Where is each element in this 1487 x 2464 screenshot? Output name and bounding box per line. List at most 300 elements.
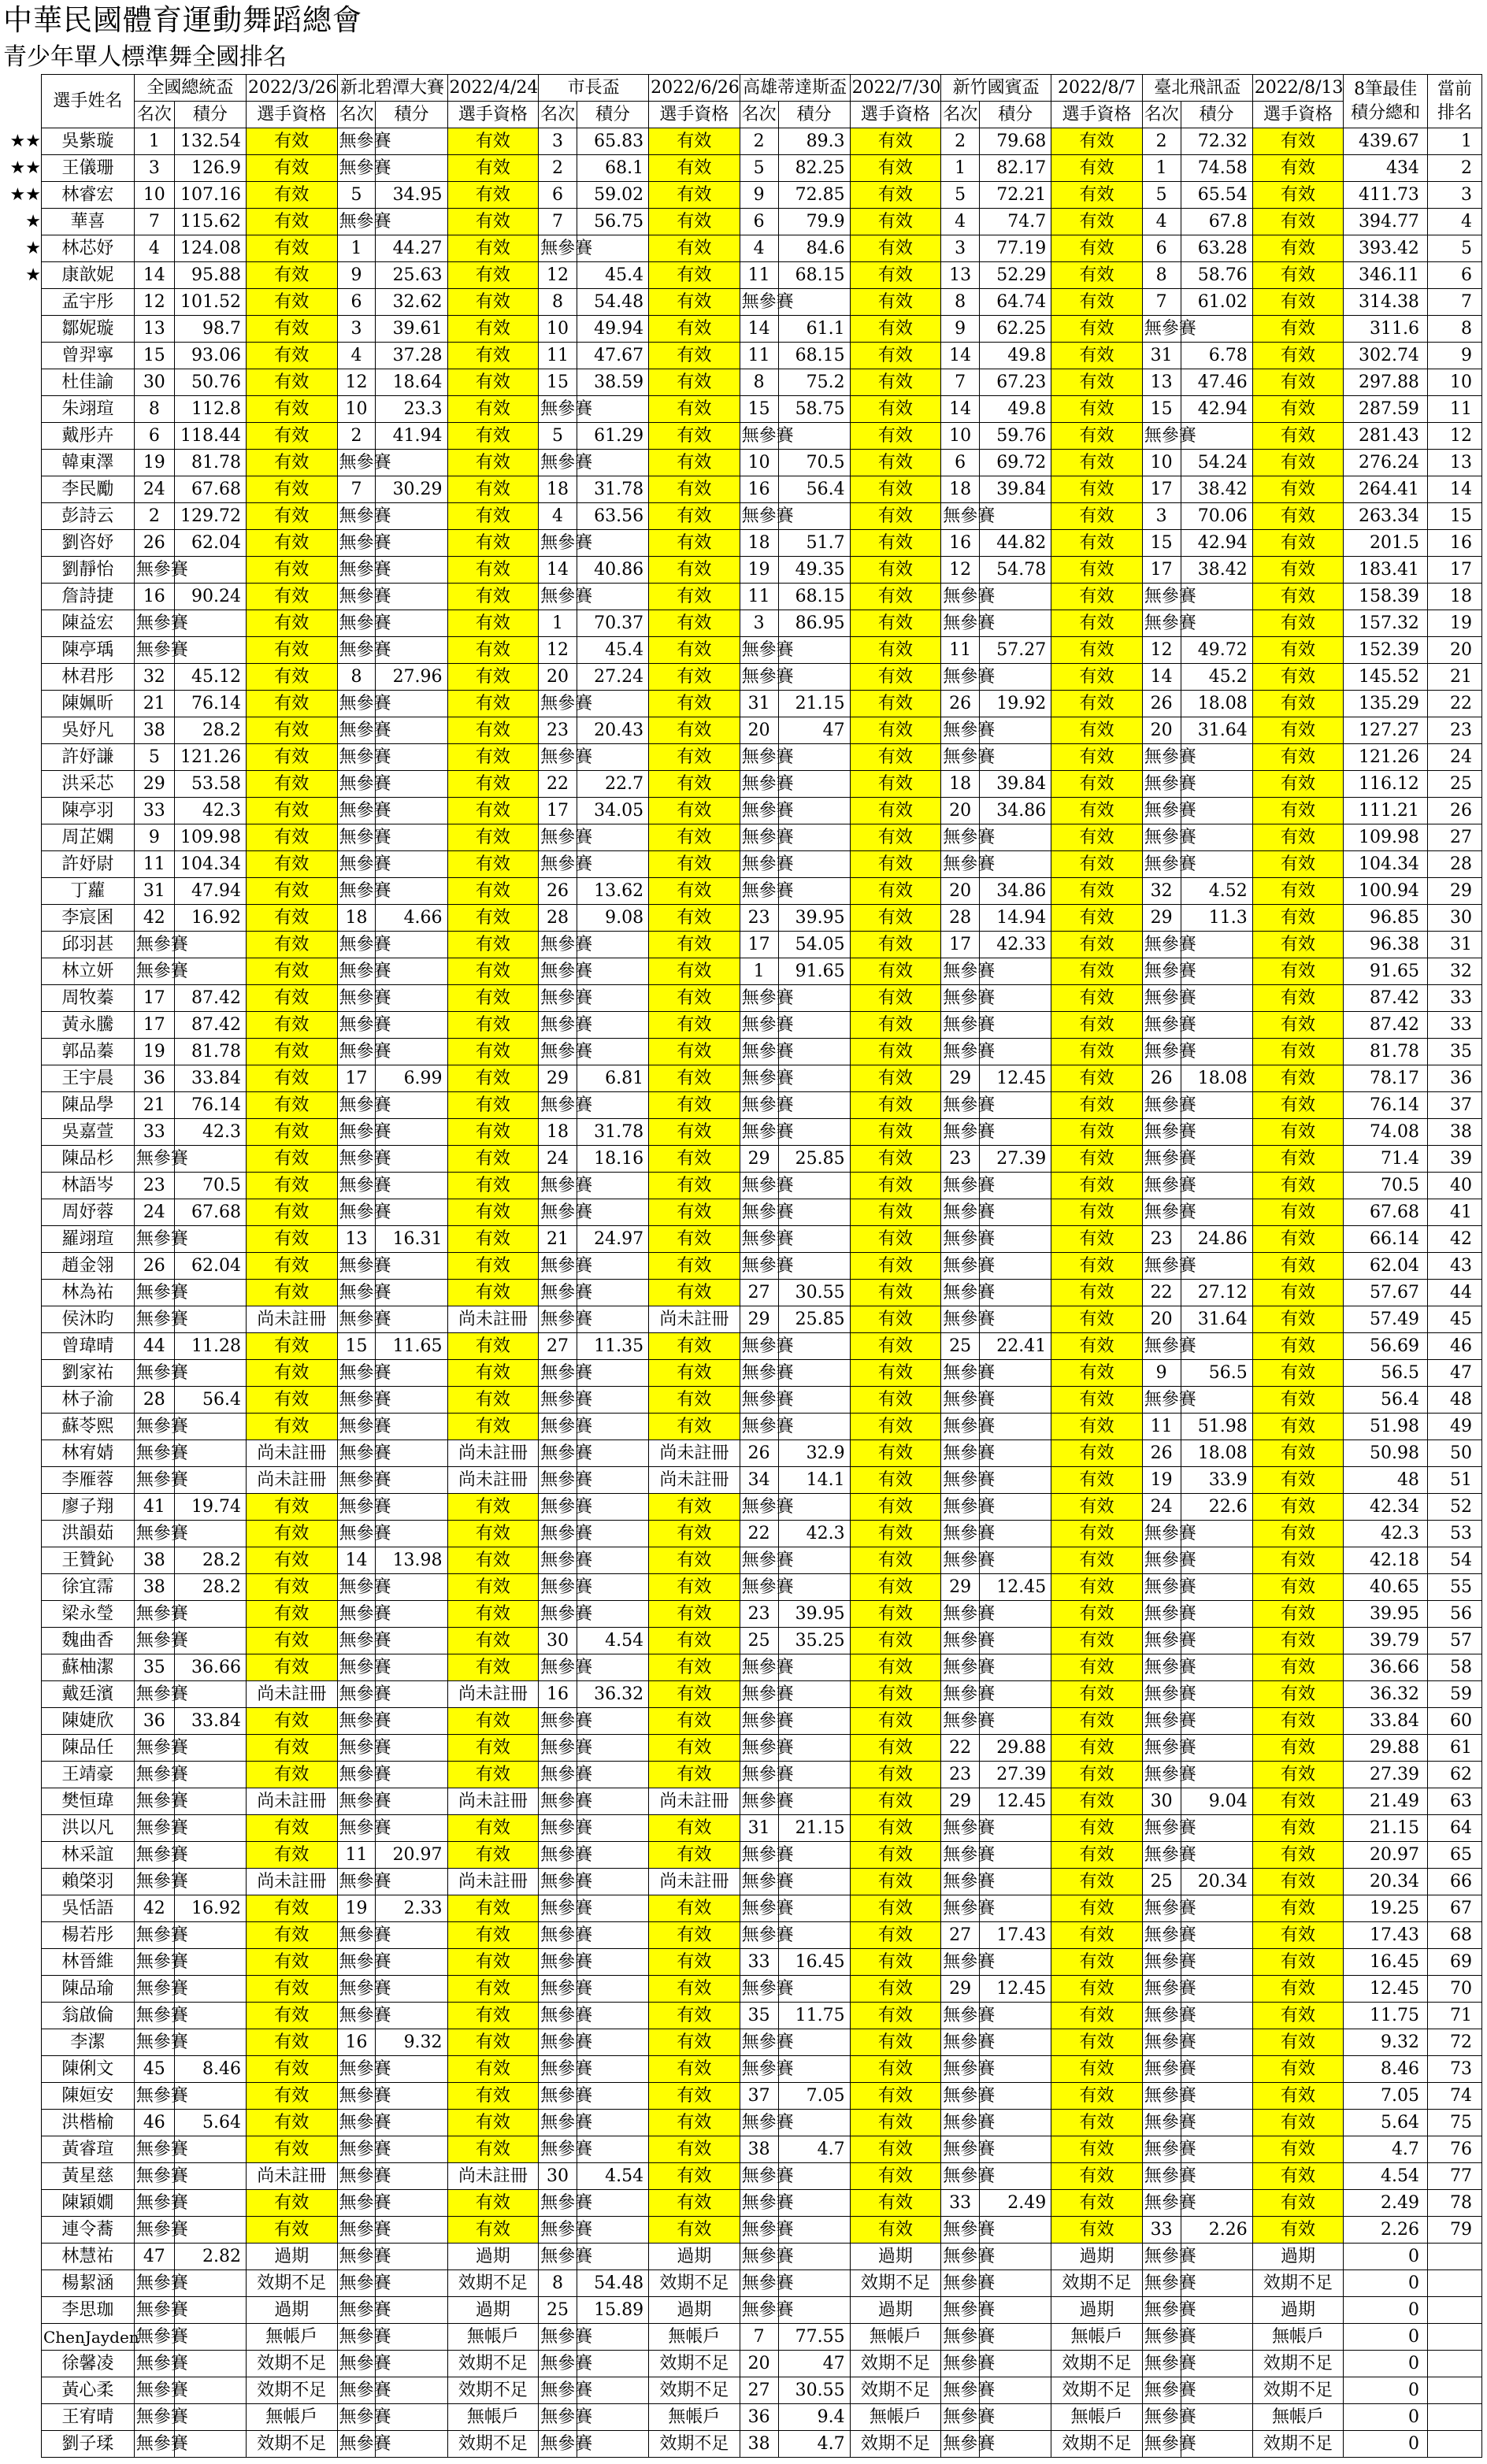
current-rank: 77: [1427, 2163, 1481, 2190]
event-points: 17.43: [980, 1922, 1051, 1949]
event-rank: 30: [134, 369, 174, 396]
player-name: 陳穎嫺: [42, 2190, 135, 2217]
player-name: 許妤尉: [42, 851, 135, 878]
player-name: 劉子瑈: [42, 2431, 135, 2458]
event-rank: 無參賽: [941, 503, 980, 530]
page-subtitle: 青少年單人標準舞全國排名: [3, 43, 287, 71]
table-row: [42, 905, 1482, 932]
event-rank: 13: [337, 1226, 376, 1253]
header-event: 2022/6/26: [649, 75, 740, 102]
points-total: 434: [1344, 155, 1428, 182]
status-badge: 有效: [1051, 530, 1143, 557]
status-badge: 有效: [1051, 1735, 1143, 1762]
event-rank: 無參賽: [134, 2297, 174, 2324]
event-points: 121.26: [174, 744, 246, 771]
event-rank: 17: [134, 1012, 174, 1039]
current-rank: 3: [1427, 182, 1481, 209]
status-badge: 過期: [649, 2297, 740, 2324]
current-rank: 65: [1427, 1842, 1481, 1869]
event-points: 22.7: [577, 771, 648, 798]
status-badge: 有效: [1051, 503, 1143, 530]
points-total: 302.74: [1344, 343, 1428, 369]
event-rank: 10: [1142, 450, 1181, 476]
event-rank: 24: [134, 1199, 174, 1226]
status-badge: 有效: [447, 1039, 539, 1065]
current-rank: 56: [1427, 1601, 1481, 1628]
table-row: [42, 1065, 1482, 1092]
status-badge: 有效: [1051, 1280, 1143, 1306]
table-row: [42, 2083, 1482, 2110]
status-badge: 有效: [447, 1654, 539, 1681]
star-rating-icon: ★: [25, 211, 41, 232]
event-points: 54.78: [980, 557, 1051, 584]
event-rank: 無參賽: [941, 2431, 980, 2458]
event-rank: 1: [1142, 155, 1181, 182]
current-rank: 24: [1427, 744, 1481, 771]
event-rank: 無參賽: [539, 2431, 577, 2458]
event-points: 25.63: [376, 262, 447, 289]
status-badge: 有效: [247, 1387, 338, 1414]
event-rank: 26: [1142, 1440, 1181, 1467]
points-total: 8.46: [1344, 2056, 1428, 2083]
event-points: 61.29: [577, 423, 648, 450]
current-rank: 5: [1427, 235, 1481, 262]
status-badge: 有效: [447, 1173, 539, 1199]
points-total: 21.15: [1344, 1815, 1428, 1842]
event-rank: 無參賽: [337, 1387, 376, 1414]
event-rank: 無參賽: [1142, 771, 1181, 798]
status-badge: 有效: [850, 476, 941, 503]
status-badge: 有效: [850, 396, 941, 423]
status-badge: 有效: [1051, 691, 1143, 717]
event-rank: 無參賽: [941, 2351, 980, 2377]
event-rank: 17: [539, 798, 577, 824]
event-rank: 無參賽: [134, 1922, 174, 1949]
event-rank: 無參賽: [740, 1842, 778, 1869]
table-row: [42, 1574, 1482, 1601]
table-row: [42, 1601, 1482, 1628]
event-rank: 14: [1142, 664, 1181, 691]
event-rank: 6: [1142, 235, 1181, 262]
status-badge: 有效: [649, 396, 740, 423]
event-rank: 無參賽: [539, 851, 577, 878]
event-points: 115.62: [174, 209, 246, 235]
player-name: 林為祐: [42, 1280, 135, 1306]
status-badge: 有效: [649, 1708, 740, 1735]
status-badge: 有效: [649, 610, 740, 637]
points-total: 71.4: [1344, 1146, 1428, 1173]
event-points: 61.02: [1181, 289, 1252, 316]
points-total: 158.39: [1344, 584, 1428, 610]
status-badge: 有效: [649, 2190, 740, 2217]
status-badge: 有效: [850, 664, 941, 691]
player-name: 孟宇彤: [42, 289, 135, 316]
event-rank: 無參賽: [337, 1976, 376, 2003]
status-badge: 有效: [649, 235, 740, 262]
event-points: 49.8: [980, 396, 1051, 423]
event-rank: 無參賽: [1142, 2431, 1181, 2458]
event-rank: 無參賽: [134, 2083, 174, 2110]
event-rank: 無參賽: [539, 1199, 577, 1226]
player-name: 周芷嫻: [42, 824, 135, 851]
event-rank: 無參賽: [337, 985, 376, 1012]
status-badge: 有效: [1252, 1895, 1344, 1922]
event-rank: 17: [1142, 476, 1181, 503]
status-badge: 有效: [649, 1654, 740, 1681]
event-rank: 無參賽: [539, 1253, 577, 1280]
event-rank: 無參賽: [337, 2056, 376, 2083]
status-badge: 有效: [1051, 182, 1143, 209]
event-points: 24.97: [577, 1226, 648, 1253]
event-rank: 無參賽: [539, 1547, 577, 1574]
current-rank: 42: [1427, 1226, 1481, 1253]
event-rank: 無參賽: [740, 744, 778, 771]
event-rank: 無參賽: [740, 2270, 778, 2297]
event-rank: 無參賽: [134, 2163, 174, 2190]
status-badge: 有效: [447, 450, 539, 476]
event-rank: 無參賽: [941, 851, 980, 878]
status-badge: 過期: [649, 2244, 740, 2270]
status-badge: 有效: [649, 450, 740, 476]
status-badge: 有效: [1051, 1895, 1143, 1922]
current-rank: 66: [1427, 1869, 1481, 1895]
status-badge: 有效: [850, 691, 941, 717]
current-rank: 33: [1427, 1012, 1481, 1039]
status-badge: 有效: [447, 744, 539, 771]
event-points: 81.78: [174, 450, 246, 476]
status-badge: 有效: [1051, 2163, 1143, 2190]
current-rank: 18: [1427, 584, 1481, 610]
event-rank: 無參賽: [337, 2244, 376, 2270]
event-points: 8.46: [174, 2056, 246, 2083]
status-badge: 有效: [649, 155, 740, 182]
status-badge: 有效: [850, 1119, 941, 1146]
status-badge: 有效: [447, 262, 539, 289]
current-rank: 7: [1427, 289, 1481, 316]
event-rank: 33: [1142, 2217, 1181, 2244]
status-badge: 有效: [649, 584, 740, 610]
status-badge: 有效: [1252, 824, 1344, 851]
status-badge: 效期不足: [649, 2270, 740, 2297]
table-row: [42, 1735, 1482, 1762]
event-rank: 無參賽: [740, 878, 778, 905]
event-rank: 無參賽: [539, 396, 577, 423]
event-rank: 8: [1142, 262, 1181, 289]
status-badge: 有效: [247, 1146, 338, 1173]
status-badge: 有效: [1051, 1601, 1143, 1628]
status-badge: 有效: [447, 209, 539, 235]
current-rank: [1427, 2324, 1481, 2351]
status-badge: 有效: [1252, 1387, 1344, 1414]
status-badge: 有效: [447, 1895, 539, 1922]
status-badge: 有效: [850, 851, 941, 878]
status-badge: 效期不足: [1051, 2270, 1143, 2297]
event-points: 23.3: [376, 396, 447, 423]
player-name: 林宥婧: [42, 1440, 135, 1467]
event-rank: 11: [539, 343, 577, 369]
event-rank: 無參賽: [740, 2110, 778, 2136]
event-rank: 16: [740, 476, 778, 503]
event-rank: 無參賽: [539, 2003, 577, 2029]
event-rank: 無參賽: [1142, 1253, 1181, 1280]
status-badge: 有效: [447, 1092, 539, 1119]
player-name: 趙金翎: [42, 1253, 135, 1280]
header-points: 積分: [376, 102, 447, 128]
status-badge: 有效: [447, 1842, 539, 1869]
status-badge: 有效: [247, 1922, 338, 1949]
status-badge: 有效: [247, 798, 338, 824]
event-rank: 17: [1142, 557, 1181, 584]
points-total: 91.65: [1344, 958, 1428, 985]
event-rank: 20: [740, 2351, 778, 2377]
table-row: [42, 878, 1482, 905]
status-badge: 過期: [850, 2297, 941, 2324]
event-points: 12.45: [980, 1976, 1051, 2003]
current-rank: [1427, 2297, 1481, 2324]
event-rank: 無參賽: [1142, 1735, 1181, 1762]
event-rank: 無參賽: [1142, 958, 1181, 985]
event-rank: 無參賽: [740, 1547, 778, 1574]
status-badge: 有效: [649, 1333, 740, 1360]
status-badge: 有效: [649, 2003, 740, 2029]
status-badge: 有效: [1051, 396, 1143, 423]
event-rank: 無參賽: [1142, 1387, 1181, 1414]
header-row-events: [42, 75, 1482, 102]
event-rank: 7: [134, 209, 174, 235]
event-rank: 無參賽: [1142, 1547, 1181, 1574]
table-row: [42, 2003, 1482, 2029]
status-badge: 有效: [247, 1199, 338, 1226]
status-badge: 有效: [850, 1521, 941, 1547]
event-points: 81.78: [174, 1039, 246, 1065]
status-badge: 有效: [649, 1119, 740, 1146]
event-rank: 無參賽: [941, 1039, 980, 1065]
points-total: 87.42: [1344, 985, 1428, 1012]
status-badge: 有效: [447, 1628, 539, 1654]
status-badge: 有效: [447, 1735, 539, 1762]
current-rank: 72: [1427, 2029, 1481, 2056]
header-points: 積分: [174, 102, 246, 128]
table-row: [42, 1440, 1482, 1467]
table-row: [42, 932, 1482, 958]
event-rank: 無參賽: [740, 1333, 778, 1360]
event-rank: 10: [941, 423, 980, 450]
points-total: 100.94: [1344, 878, 1428, 905]
current-rank: 35: [1427, 1039, 1481, 1065]
event-rank: 14: [539, 557, 577, 584]
event-rank: 無參賽: [539, 1521, 577, 1547]
event-rank: 無參賽: [539, 1601, 577, 1628]
event-rank: 20: [941, 878, 980, 905]
current-rank: 53: [1427, 1521, 1481, 1547]
event-rank: 無參賽: [337, 2136, 376, 2163]
points-total: 4.54: [1344, 2163, 1428, 2190]
event-points: 9.08: [577, 905, 648, 932]
event-rank: 無參賽: [941, 2217, 980, 2244]
event-rank: 無參賽: [134, 1601, 174, 1628]
event-points: 59.02: [577, 182, 648, 209]
event-rank: 無參賽: [337, 128, 376, 155]
event-rank: 無參賽: [539, 1788, 577, 1815]
status-badge: 有效: [447, 1333, 539, 1360]
event-rank: 26: [134, 1253, 174, 1280]
event-rank: 無參賽: [941, 2003, 980, 2029]
event-rank: 26: [740, 1440, 778, 1467]
status-badge: 有效: [1051, 1494, 1143, 1521]
status-badge: 有效: [850, 1065, 941, 1092]
event-points: 4.7: [778, 2431, 850, 2458]
event-rank: 2: [1142, 128, 1181, 155]
event-points: 45.4: [577, 262, 648, 289]
status-badge: 有效: [1252, 1280, 1344, 1306]
current-rank: 25: [1427, 771, 1481, 798]
status-badge: 有效: [649, 262, 740, 289]
current-rank: 31: [1427, 932, 1481, 958]
event-rank: 無參賽: [1142, 2056, 1181, 2083]
event-rank: 15: [337, 1333, 376, 1360]
event-rank: 無參賽: [740, 771, 778, 798]
event-rank: 無參賽: [337, 2297, 376, 2324]
status-badge: 有效: [1051, 1815, 1143, 1842]
event-rank: 33: [941, 2190, 980, 2217]
status-badge: 有效: [247, 2190, 338, 2217]
event-points: 20.43: [577, 717, 648, 744]
status-badge: 有效: [1252, 610, 1344, 637]
event-rank: 無參賽: [941, 1092, 980, 1119]
status-badge: 有效: [1252, 1333, 1344, 1360]
table-row: [42, 1949, 1482, 1976]
status-badge: 有效: [447, 1494, 539, 1521]
points-total: 111.21: [1344, 798, 1428, 824]
status-badge: 有效: [1252, 1815, 1344, 1842]
status-badge: 有效: [1051, 1012, 1143, 1039]
status-badge: 有效: [850, 1922, 941, 1949]
status-badge: 有效: [649, 985, 740, 1012]
player-name: 林子渝: [42, 1387, 135, 1414]
event-rank: 無參賽: [134, 610, 174, 637]
event-rank: 無參賽: [539, 450, 577, 476]
event-rank: 無參賽: [337, 1654, 376, 1681]
event-points: 70.5: [778, 450, 850, 476]
event-rank: 19: [740, 557, 778, 584]
event-rank: 28: [941, 905, 980, 932]
event-rank: 無參賽: [337, 958, 376, 985]
status-badge: 有效: [1252, 1654, 1344, 1681]
status-badge: 有效: [649, 798, 740, 824]
event-rank: 無參賽: [337, 1788, 376, 1815]
status-badge: 有效: [247, 1735, 338, 1762]
player-name: 陳益宏: [42, 610, 135, 637]
points-total: 0: [1344, 2270, 1428, 2297]
points-total: 78.17: [1344, 1065, 1428, 1092]
event-rank: 無參賽: [337, 610, 376, 637]
status-badge: 尚未註冊: [447, 1869, 539, 1895]
event-rank: 3: [1142, 503, 1181, 530]
points-total: 96.85: [1344, 905, 1428, 932]
status-badge: 有效: [649, 1976, 740, 2003]
points-total: 152.39: [1344, 637, 1428, 664]
event-rank: 無參賽: [539, 1842, 577, 1869]
status-badge: 有效: [1252, 530, 1344, 557]
event-rank: 無參賽: [134, 2351, 174, 2377]
status-badge: 有效: [247, 2003, 338, 2029]
event-rank: 無參賽: [337, 503, 376, 530]
status-badge: 有效: [247, 503, 338, 530]
table-row: [42, 155, 1482, 182]
event-rank: 無參賽: [941, 1494, 980, 1521]
table-row: [42, 1226, 1482, 1253]
status-badge: 有效: [1051, 1199, 1143, 1226]
event-points: 2.33: [376, 1895, 447, 1922]
table-row: [42, 1788, 1482, 1815]
status-badge: 有效: [850, 824, 941, 851]
event-rank: 無參賽: [134, 2431, 174, 2458]
table-row: [42, 289, 1482, 316]
status-badge: 有效: [1252, 1681, 1344, 1708]
event-rank: 8: [539, 2270, 577, 2297]
event-points: 18.64: [376, 369, 447, 396]
status-badge: 無帳戶: [447, 2324, 539, 2351]
event-points: 89.3: [778, 128, 850, 155]
event-points: 12.45: [980, 1574, 1051, 1601]
current-rank: 2: [1427, 155, 1481, 182]
status-badge: 有效: [447, 2217, 539, 2244]
event-rank: 無參賽: [941, 1226, 980, 1253]
current-rank: 46: [1427, 1333, 1481, 1360]
points-total: 276.24: [1344, 450, 1428, 476]
event-points: 47: [778, 717, 850, 744]
status-badge: 效期不足: [247, 2377, 338, 2404]
points-total: 264.41: [1344, 476, 1428, 503]
event-rank: 31: [134, 878, 174, 905]
event-rank: 無參賽: [740, 1414, 778, 1440]
status-badge: 有效: [247, 1494, 338, 1521]
event-rank: 7: [740, 2324, 778, 2351]
current-rank: 17: [1427, 557, 1481, 584]
player-name: 邱羽甚: [42, 932, 135, 958]
table-row: [42, 2190, 1482, 2217]
status-badge: 有效: [1051, 637, 1143, 664]
status-badge: 無帳戶: [1051, 2404, 1143, 2431]
table-row: [42, 2270, 1482, 2297]
event-rank: 無參賽: [134, 1360, 174, 1387]
status-badge: 效期不足: [1252, 2431, 1344, 2458]
status-badge: 有效: [850, 1360, 941, 1387]
event-points: 16.92: [174, 1895, 246, 1922]
current-rank: 45: [1427, 1306, 1481, 1333]
event-points: 77.19: [980, 235, 1051, 262]
status-badge: 有效: [447, 2029, 539, 2056]
points-total: 56.5: [1344, 1360, 1428, 1387]
event-points: 11.3: [1181, 905, 1252, 932]
points-total: 121.26: [1344, 744, 1428, 771]
status-badge: 有效: [247, 2056, 338, 2083]
event-points: 112.8: [174, 396, 246, 423]
status-badge: 有效: [850, 182, 941, 209]
player-name: 朱翊瑄: [42, 396, 135, 423]
event-points: 86.95: [778, 610, 850, 637]
table-row: [42, 691, 1482, 717]
current-rank: 70: [1427, 1976, 1481, 2003]
event-rank: 無參賽: [337, 1628, 376, 1654]
event-rank: 無參賽: [740, 664, 778, 691]
status-badge: 有效: [1252, 1065, 1344, 1092]
status-badge: 有效: [850, 1735, 941, 1762]
event-rank: 無參賽: [740, 1681, 778, 1708]
status-badge: 有效: [247, 1173, 338, 1199]
player-name: 蘇苓熙: [42, 1414, 135, 1440]
event-rank: 無參賽: [941, 1199, 980, 1226]
